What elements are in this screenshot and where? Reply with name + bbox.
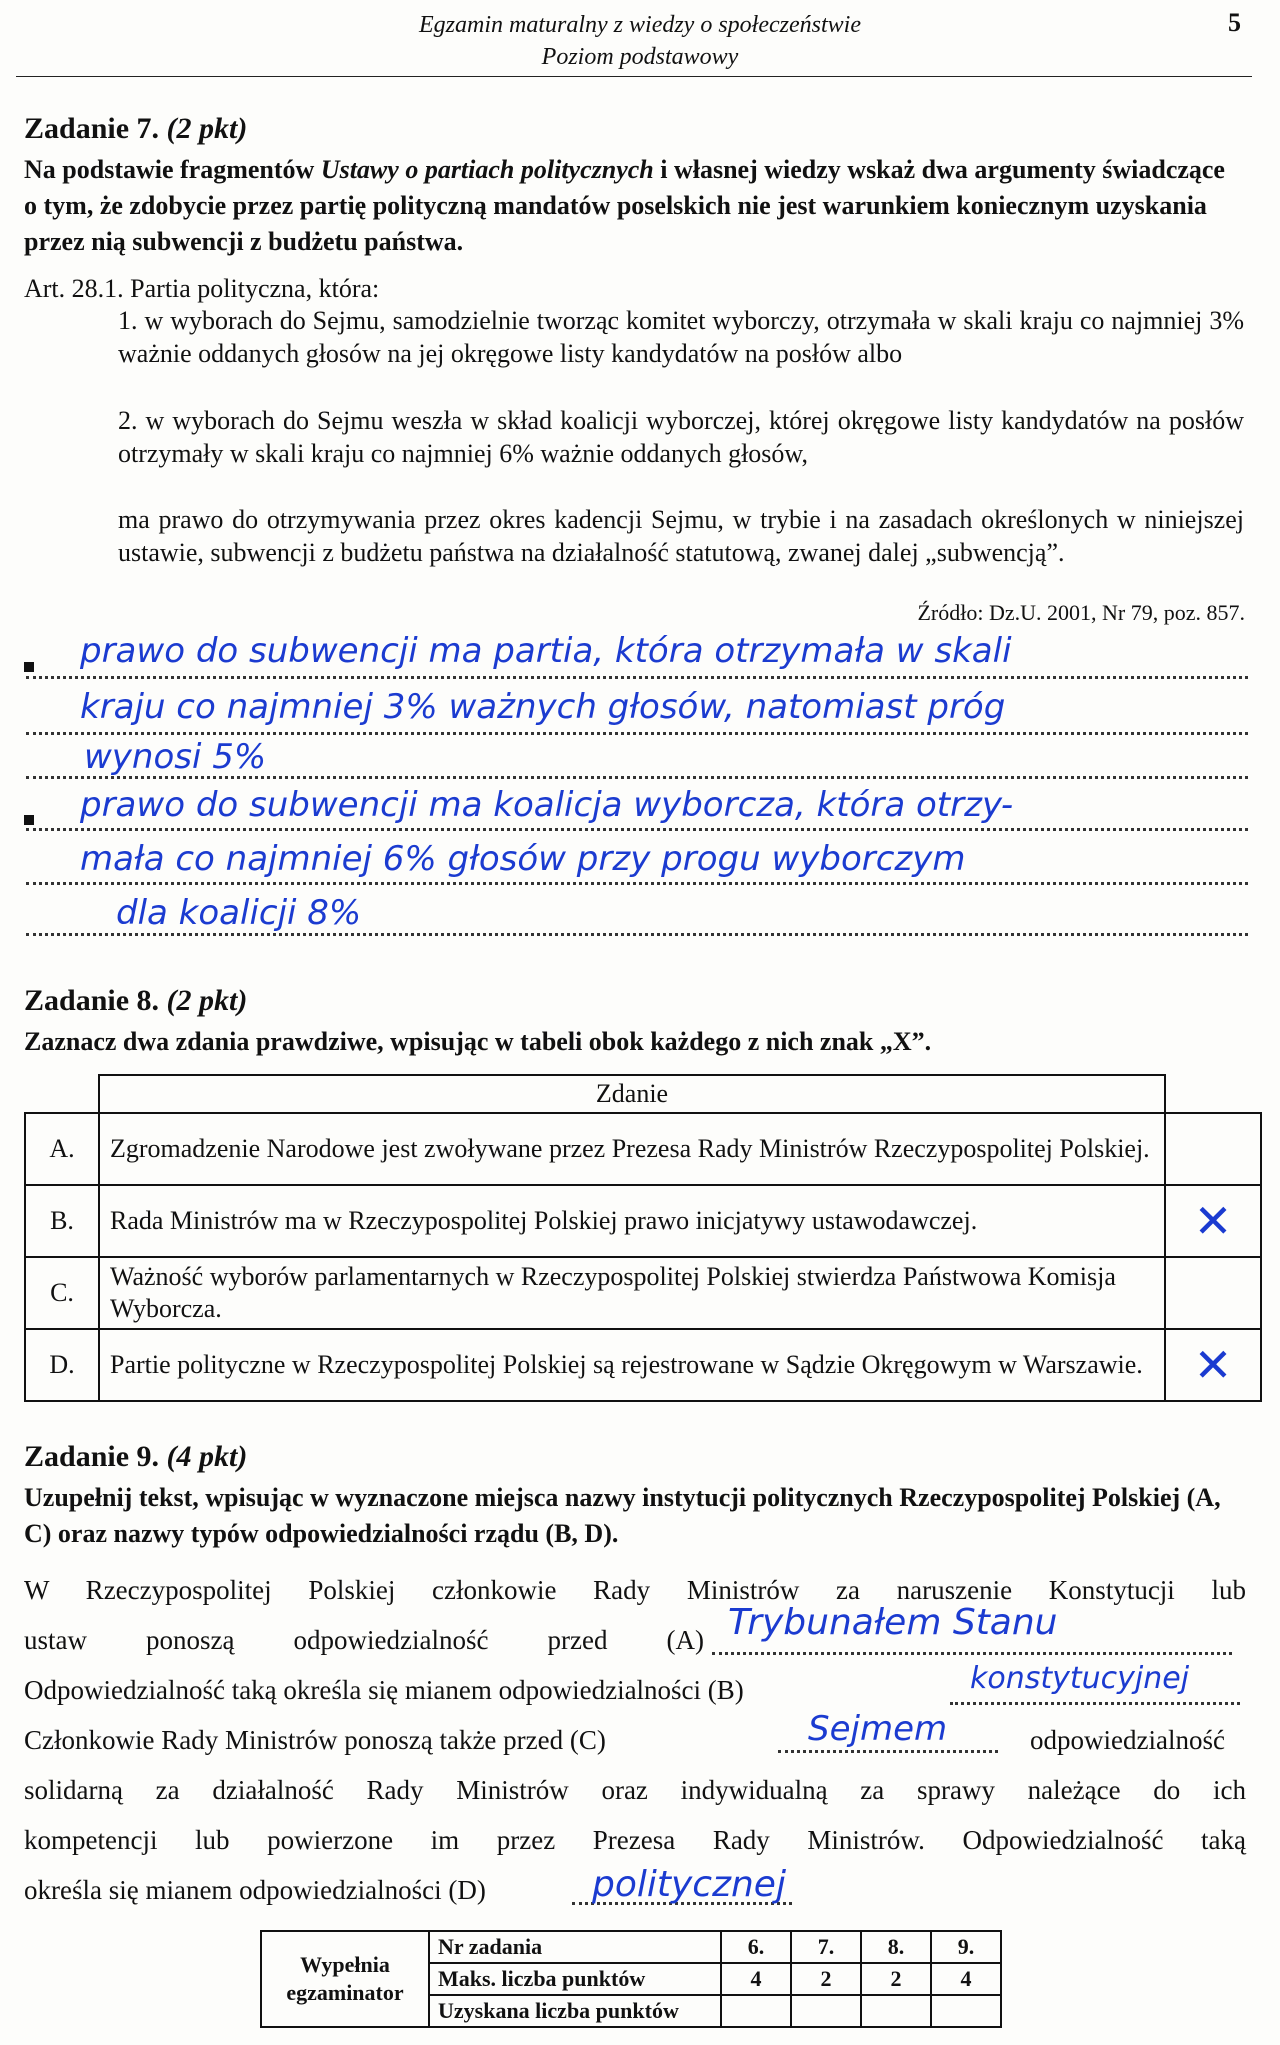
task9-line6: kompetencji lub powierzone im przez Prezesa Rady Ministrów. Odpowiedzialność taką: [24, 1825, 1246, 1855]
table-row: [25, 1113, 1261, 1185]
answer-line[interactable]: [26, 732, 1248, 735]
article-point-2: 2. w wyborach do Sejmu weszła w skład koalicji wyborczej, której okręgowe listy kandydatów na posłów otrzymały w skali kraju co najmniej 6% ważnie oddanych głosów,: [118, 406, 1244, 468]
task7-points: (2 pkt): [166, 112, 248, 145]
task8-title: Zadanie 8.: [24, 984, 160, 1017]
obtained-points-cell[interactable]: [791, 1995, 861, 2027]
task9-line4-end: odpowiedzialność: [1030, 1725, 1225, 1755]
exam-title: Egzamin maturalny z wiedzy o społeczeństwie: [419, 12, 861, 38]
article-point-1: 1. w wyborach do Sejmu, samodzielnie tworząc komitet wyborczy, otrzymała w skali kraju co najmniej 3% ważnie oddanych głosów na jej okręgowe listy kandydatów na posłów albo: [118, 306, 1244, 368]
task8-heading: [24, 984, 247, 1018]
answer-B: konstytucyjnej: [970, 1661, 1190, 1696]
row-statement: Partie polityczne w Rzeczypospolitej Polskiej są rejestrowane w Sądzie Okręgowym w Warszawie.: [99, 1329, 1165, 1401]
answer2-bullet: [24, 815, 34, 825]
task7-act-title: Ustawy o partiach politycznych: [320, 155, 654, 184]
task7-heading: [24, 112, 247, 146]
table-corner: [25, 1075, 99, 1113]
table-row: [25, 1257, 1261, 1329]
obtained-points-cell[interactable]: [931, 1995, 1001, 2027]
row-task-number: Nr zadania: [429, 1931, 721, 1963]
exam-level: Poziom podstawowy: [541, 44, 739, 70]
task7-instruction: [24, 152, 1244, 260]
blank-B[interactable]: [950, 1702, 1240, 1705]
source-citation: Źródło: Dz.U. 2001, Nr 79, poz. 857.: [917, 600, 1245, 625]
blank-A[interactable]: [712, 1652, 1232, 1655]
table-row: [25, 1329, 1261, 1401]
task8-points: (2 pkt): [166, 984, 248, 1017]
row-statement: Zgromadzenie Narodowe jest zwoływane przez Prezesa Rady Ministrów Rzeczypospolitej Polskiej.: [99, 1113, 1165, 1185]
answer-D: politycznej: [592, 1864, 786, 1905]
task8-table: [24, 1074, 1262, 1402]
table-row: [25, 1185, 1261, 1257]
obtained-points-cell[interactable]: [721, 1995, 791, 2027]
task-number: 7.: [791, 1931, 861, 1963]
row-statement: Rada Ministrów ma w Rzeczypospolitej Polskiej prawo inicjatywy ustawodawczej.: [99, 1185, 1165, 1257]
article-conclusion: ma prawo do otrzymywania przez okres kadencji Sejmu, w trybie i na zasadach określonych w niniejszej ustawie, subwencji z budżetu państwa na działalność statutową, zwanej dalej „subwencją”.: [118, 505, 1244, 567]
task-number: 9.: [931, 1931, 1001, 1963]
score-table: [260, 1930, 1002, 2028]
row-label: D.: [25, 1329, 99, 1401]
obtained-points-cell[interactable]: [861, 1995, 931, 2027]
task9-line3: Odpowiedzialność taką określa się mianem odpowiedzialności (B): [24, 1675, 744, 1705]
answer2-line1: prawo do subwencji ma koalicja wyborcza, która otrzy-: [80, 785, 1014, 825]
task-number: 6.: [721, 1931, 791, 1963]
max-points: 2: [861, 1963, 931, 1995]
answer1-line2: kraju co najmniej 3% ważnych głosów, natomiast próg: [80, 687, 1006, 727]
task8-instruction: Zaznacz dwa zdania prawdziwe, wpisując w tabeli obok każdego z nich znak „X”.: [24, 1027, 932, 1056]
answer1-bullet: [24, 662, 34, 672]
header-divider: [16, 76, 1252, 77]
row-label: C.: [25, 1257, 99, 1329]
max-points: 2: [791, 1963, 861, 1995]
task9-line1: W Rzeczypospolitej Polskiej członkowie Rady Ministrów za naruszenie Konstytucji lub: [24, 1575, 1246, 1605]
table-corner: [1165, 1075, 1261, 1113]
task9-title: Zadanie 9.: [24, 1440, 160, 1473]
mark-cell[interactable]: [1165, 1113, 1261, 1185]
article-intro: Art. 28.1. Partia polityczna, która:: [24, 274, 380, 303]
mark-cell[interactable]: ✕: [1165, 1185, 1261, 1257]
table-header-zdanie: Zdanie: [99, 1075, 1165, 1113]
task7-instruction-part1: Na podstawie fragmentów: [24, 155, 315, 184]
answer-line[interactable]: [26, 676, 1248, 679]
row-statement: Ważność wyborów parlamentarnych w Rzeczypospolitej Polskiej stwierdza Państwowa Komisja Wyborcza.: [99, 1257, 1165, 1329]
max-points: 4: [721, 1963, 791, 1995]
row-label: B.: [25, 1185, 99, 1257]
blank-C[interactable]: [778, 1750, 998, 1753]
examiner-label: Wypełnia egzaminator: [261, 1931, 429, 2027]
max-points: 4: [931, 1963, 1001, 1995]
task9-line2: ustaw ponoszą odpowiedzialność przed (A): [24, 1625, 704, 1655]
task-number: 8.: [861, 1931, 931, 1963]
answer2-line3: dla koalicji 8%: [116, 893, 362, 933]
answer-line[interactable]: [26, 828, 1248, 831]
row-label: A.: [25, 1113, 99, 1185]
answer1-line1: prawo do subwencji ma partia, która otrzymała w skali: [80, 631, 1012, 671]
mark-cell[interactable]: ✕: [1165, 1329, 1261, 1401]
answer2-line2: mała co najmniej 6% głosów przy progu wyborczym: [80, 839, 966, 879]
task9-points: (4 pkt): [166, 1440, 248, 1473]
page-number: 5: [1228, 8, 1241, 37]
row-max-points: Maks. liczba punktów: [429, 1963, 721, 1995]
answer-line[interactable]: [26, 882, 1248, 885]
answer-A: Trybunałem Stanu: [728, 1602, 1058, 1643]
answer1-line3: wynosi 5%: [84, 737, 267, 777]
task7-title: Zadanie 7.: [24, 112, 160, 145]
task7-instruction-part2: i własnej wiedzy wskaż dwa argumenty świadczące o tym, że zdobycie przez partię polityczną mandatów poselskich nie jest warunkiem koniecznym uzyskania przez nią subwencji z budżetu państwa.: [24, 155, 1225, 256]
row-obtained-points: Uzyskana liczba punktów: [429, 1995, 721, 2027]
task9-instruction: Uzupełnij tekst, wpisując w wyznaczone miejsca nazwy instytucji politycznych Rzeczypospolitej Polskiej (A, C) oraz nazwy typów odpowiedzialności rządu (B, D).: [24, 1483, 1221, 1548]
answer-line[interactable]: [26, 933, 1248, 936]
mark-cell[interactable]: [1165, 1257, 1261, 1329]
task9-line4: Członkowie Rady Ministrów ponoszą także przed (C): [24, 1725, 606, 1755]
answer-C: Sejmem: [808, 1709, 948, 1749]
task9-line7: określa się mianem odpowiedzialności (D): [24, 1875, 486, 1905]
task9-heading: [24, 1440, 247, 1474]
task9-line5: solidarną za działalność Rady Ministrów oraz indywidualną za sprawy należące do ich: [24, 1775, 1246, 1805]
